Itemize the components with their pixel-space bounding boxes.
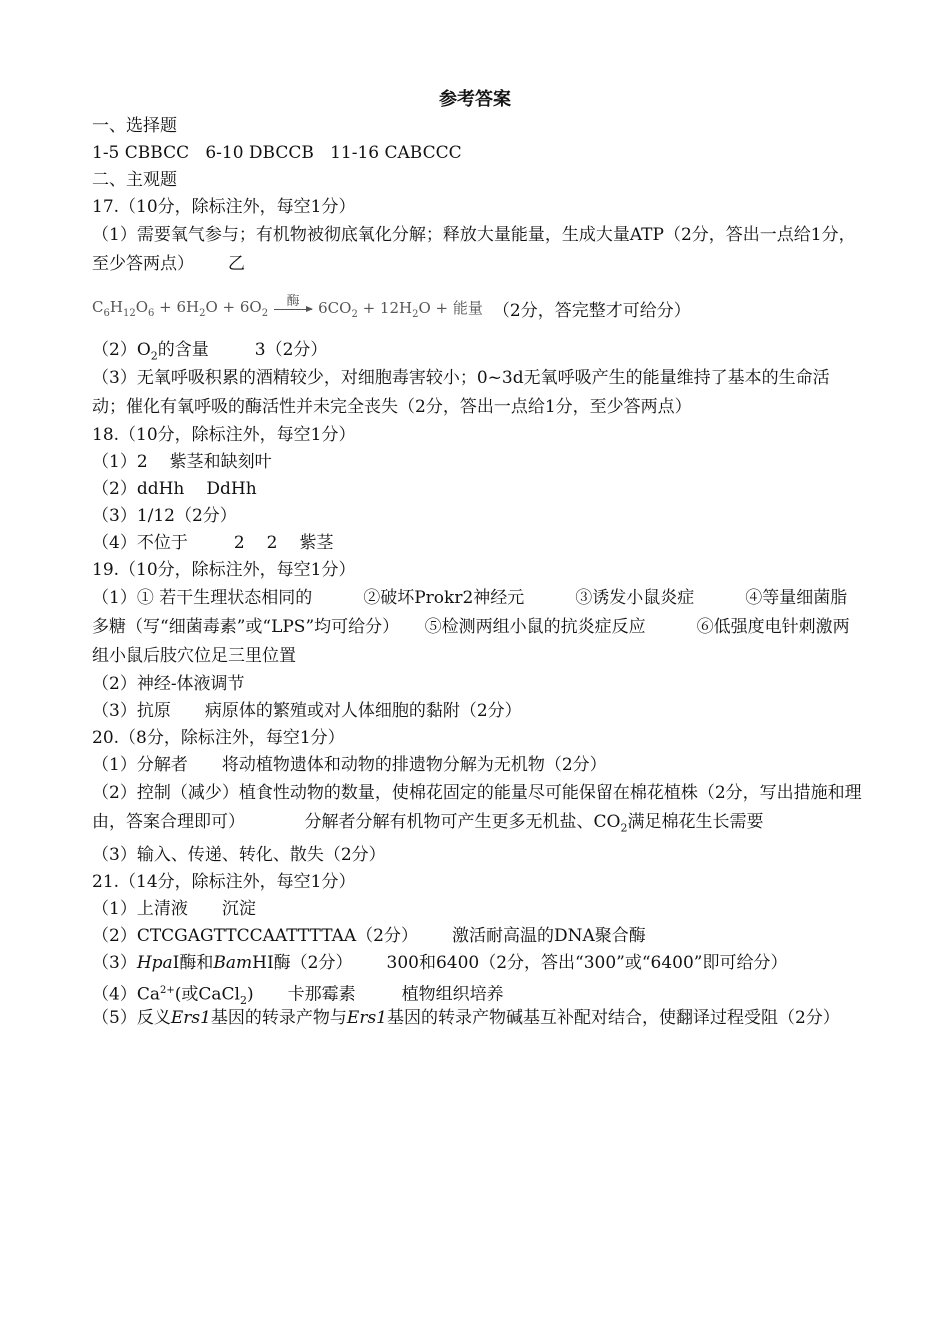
q21-part3-text1: Ⅰ酶和	[172, 953, 214, 974]
q18-heading: 18.（10分，除标注外，每空1分）	[92, 425, 356, 445]
equation-reactants: $C_6H_{12}O_6 + 6H_2O + 6O_2$	[92, 297, 269, 319]
q17-part2: $(2)O_2$的含量 3（2分）	[92, 340, 328, 363]
q17-part2-label: （2）O	[92, 340, 151, 360]
q17-heading: 17.（10分，除标注外，每空1分）	[92, 197, 356, 217]
section-heading-subjective: 二、主观题	[92, 170, 177, 190]
gene-ers1-a: Ers1	[170, 1008, 211, 1029]
q18-part4-answer3: 2	[266, 533, 278, 553]
multiple-choice-answers: 1-5 CBBCC 6-10 DBCCB 11-16 CABCCC	[92, 143, 462, 163]
q21-part2	[92, 923, 862, 950]
q20-part2-text: （2）控制（减少）植食性动物的数量，使棉花固定的能量尽可能保留在棉花植株（2分，写出措施和理由，答案合理即可） 分解者分解有机物可产生更多无机盐、CO	[92, 783, 862, 832]
q17-part1-answer: 乙	[228, 254, 245, 274]
q17-part2-answer: 的含量	[157, 340, 209, 360]
q18-part4	[92, 530, 862, 557]
answer-content	[92, 113, 862, 1033]
q18-part2-answer2: DdHh	[206, 479, 257, 499]
q21-part2-answer1: （2）CTCGAGTTCCAATTTTAA（2分）	[92, 926, 418, 947]
q20-part1-answer2: 将动植物遗体和动物的排遗物分解为无机物（2分）	[221, 755, 607, 775]
q21-part3-prefix: （3）	[92, 953, 137, 974]
q21-part5-text1: （5）反义	[92, 1008, 171, 1029]
q18-part2-answer1: （2）ddHh	[92, 479, 185, 499]
q19-part3	[92, 698, 862, 725]
q21-part5-text2: 基因的转录产物与	[210, 1008, 347, 1029]
q18-part4-answer4: 紫茎	[299, 533, 334, 553]
q21-part4	[92, 977, 862, 1008]
q21-part4-subscript: 2	[239, 994, 247, 1008]
q17-part1-text: （1）需要氧气参与；有机物被彻底氧化分解；释放大量能量，生成大量ATP（2分，答出一点给1分，至少答两点）	[92, 225, 856, 274]
q17-part2-answer2: 3（2分）	[254, 340, 328, 360]
q17-part3: （3）无氧呼吸积累的酒精较少，对细胞毒害较小；0~3d无氧呼吸产生的能量维持了基本的生命活动；催化有氧呼吸的酶活性并未完全丧失（2分，答出一点给1分，至少答两点）	[92, 368, 830, 417]
q21-part5	[92, 1004, 862, 1033]
q19-part2: （2）神经-体液调节	[92, 674, 245, 694]
q20-part1-answer1: （1）分解者	[92, 755, 188, 775]
q20-heading: 20.（8分，除标注外，每空1分）	[92, 728, 345, 748]
q18-part1-answer2: 紫茎和缺刻叶	[169, 452, 272, 472]
q18-part3: （3）1/12（2分）	[92, 506, 237, 526]
q17-part1	[92, 221, 862, 279]
q21-part4-answer2: 卡那霉素	[287, 985, 356, 1006]
q21-part1	[92, 896, 862, 923]
q21-part3-answer2: 300和6400（2分，答出“300”或“6400”即可给分）	[386, 953, 788, 974]
q20-part2: （2）控制（减少）植食性动物的数量，使棉花固定的能量尽可能保留在棉花植株（2分，写出措施和理由，答案合理即可） 分解者分解有机物可产生更多无机盐、$CO_2$满足棉花生长需要	[92, 783, 862, 835]
q21-part4-ca: （4）Ca	[92, 985, 160, 1006]
q21-part4-charge: 2+	[159, 985, 175, 997]
section-heading-choice: 一、选择题	[92, 116, 177, 136]
q19-part1: （1）① 若干生理状态相同的 ②破坏Prokr2神经元 ③诱发小鼠炎症 ④等量细菌脂多糖（写“细菌毒素”或“LPS”均可给分） ⑤检测两组小鼠的抗炎症反应 ⑥低强度电针刺激两组小鼠后肢穴位足三里位置	[92, 588, 850, 666]
q18-part4-answer1: （4）不位于	[92, 533, 188, 553]
q21-part1-answer2: 沉淀	[221, 899, 256, 920]
q18-part1-answer1: （1）2	[92, 452, 148, 472]
arrow-icon	[274, 309, 312, 310]
q21-part2-answer2: 激活耐高温的DNA聚合酶	[451, 926, 646, 947]
equation-note: （2分，答完整才可给分）	[492, 300, 691, 321]
gene-ers1-b: Ers1	[346, 1008, 387, 1029]
q21-part3-text2: HⅠ酶（2分）	[252, 953, 353, 974]
reaction-arrow	[274, 295, 312, 310]
q21-heading: 21.（14分，除标注外，每空1分）	[92, 872, 356, 893]
q19-part3-answer2: 病原体的繁殖或对人体细胞的黏附（2分）	[204, 701, 522, 721]
page-title: 参考答案	[439, 89, 511, 110]
q21-part4-paren: )	[246, 985, 254, 1006]
q21-part4-answer3: 植物组织培养	[401, 985, 504, 1006]
q17-equation-row	[92, 279, 862, 337]
equation-products: $6CO_2 + 12H_2O$ + 能量	[318, 298, 483, 320]
q20-part3: （3）输入、传递、转化、散失（2分）	[92, 845, 386, 866]
respiration-equation	[92, 293, 483, 320]
q21-part5-text3: 基因的转录产物碱基互补配对结合，使翻译过程受阻（2分）	[386, 1008, 840, 1029]
enzyme-hpa: Hpa	[136, 953, 173, 974]
q20-part2-text-end: 满足棉花生长需要	[627, 812, 764, 832]
q19-heading: 19.（10分，除标注外，每空1分）	[92, 560, 356, 580]
q21-part3	[92, 950, 862, 977]
enzyme-bam: Bam	[213, 953, 253, 974]
q20-part1	[92, 752, 862, 779]
q18-part4-answer2: 2	[233, 533, 245, 553]
q21-part4-cacl: (或CaCl	[174, 985, 240, 1006]
q18-part1	[92, 449, 862, 476]
enzyme-label: 酶	[286, 293, 300, 309]
q19-part3-answer1: （3）抗原	[92, 701, 171, 721]
q18-part2	[92, 476, 862, 503]
q21-part1-answer1: （1）上清液	[92, 899, 188, 920]
